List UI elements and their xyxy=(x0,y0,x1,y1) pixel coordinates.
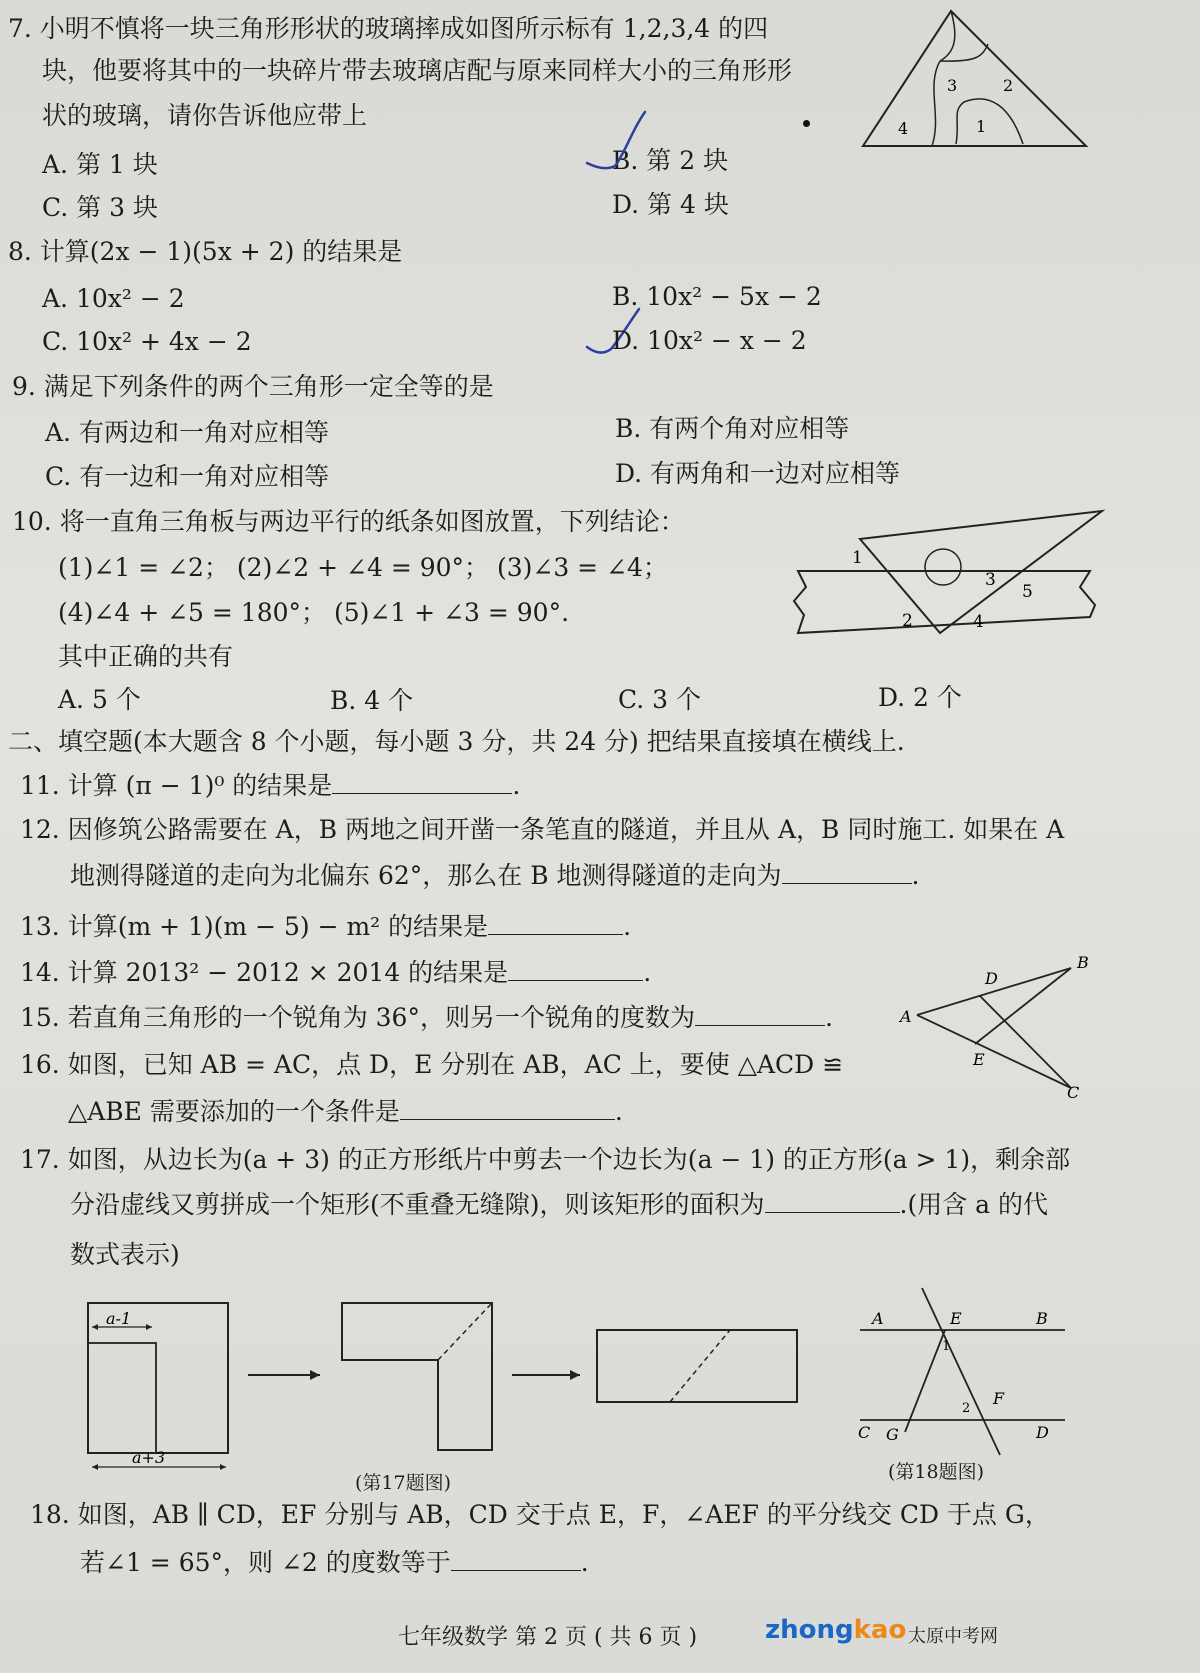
q16-answer-blank[interactable] xyxy=(400,1097,615,1120)
q9-option-d: D. 有两角和一边对应相等 xyxy=(615,459,901,488)
q17-label-a-minus-1: a-1 xyxy=(106,1309,132,1328)
q10-option-b: B. 4 个 xyxy=(330,686,414,715)
q16-label-a: A xyxy=(900,1007,912,1026)
q10-option-d: D. 2 个 xyxy=(878,683,962,712)
q9-option-c: C. 有一边和一角对应相等 xyxy=(45,462,330,491)
q8-option-b: B. 10x² − 5x − 2 xyxy=(612,282,822,311)
q7-stem-line2: 块，他要将其中的一块碎片带去玻璃店配与原来同样大小的三角形形 xyxy=(42,56,793,85)
q15-answer-blank[interactable] xyxy=(695,1003,825,1026)
logo-part-zhong: zhong xyxy=(765,1615,854,1645)
q7-stem-line3: 状的玻璃，请你告诉他应带上 xyxy=(42,101,368,130)
q18-label-e: E xyxy=(950,1309,962,1328)
q16-line1: 16. 如图，已知 AB = AC，点 D，E 分别在 AB，AC 上，要使 △ACD ≌ xyxy=(20,1050,844,1079)
q16-line2 xyxy=(68,1097,623,1127)
q16-stem: △ABE 需要添加的一个条件是 xyxy=(68,1097,400,1126)
q16-label-e: E xyxy=(973,1050,985,1069)
q14-period: . xyxy=(643,958,652,987)
q14-answer-blank[interactable] xyxy=(508,958,643,981)
q7-check-mark xyxy=(585,108,655,178)
q10-line1: (1)∠1 = ∠2； (2)∠2 + ∠4 = 90°； (3)∠3 = ∠4； xyxy=(58,553,668,582)
q17-figure xyxy=(80,1285,840,1490)
q7-stem-line1: 7. 小明不慎将一块三角形形状的玻璃摔成如图所示标有 1,2,3,4 的四 xyxy=(8,14,769,43)
q10-figure xyxy=(790,505,1110,645)
q13-text xyxy=(20,912,631,942)
q18-label-c: C xyxy=(858,1423,871,1442)
q17-line2 xyxy=(70,1190,1048,1220)
q17-caption: (第17题图) xyxy=(355,1472,452,1494)
q16-label-c: C xyxy=(1067,1083,1080,1100)
q7-label-2: 2 xyxy=(1003,76,1014,95)
q7-option-b: B. 第 2 块 xyxy=(612,146,729,175)
q18-period: . xyxy=(580,1548,589,1577)
q14-text xyxy=(20,958,651,988)
q10-label-1: 1 xyxy=(852,548,863,568)
q11-period: . xyxy=(512,771,521,800)
q18-label-1: 1 xyxy=(942,1339,951,1354)
q9-stem: 9. 满足下列条件的两个三角形一定全等的是 xyxy=(12,372,494,401)
site-logo xyxy=(765,1615,906,1645)
q14-stem: 14. 计算 2013² − 2012 × 2014 的结果是 xyxy=(20,958,509,987)
q8-option-d: D. 10x² − x − 2 xyxy=(612,326,807,355)
q18-label-d: D xyxy=(1036,1423,1049,1442)
q7-option-a: A. 第 1 块 xyxy=(42,150,158,179)
q18-label-a: A xyxy=(872,1309,884,1328)
q15-text xyxy=(20,1003,833,1033)
q18-caption: (第18题图) xyxy=(888,1461,985,1483)
q10-option-a: A. 5 个 xyxy=(58,685,141,714)
q17-answer-blank[interactable] xyxy=(765,1190,900,1213)
q10-label-3: 3 xyxy=(985,570,996,590)
q18-label-2: 2 xyxy=(962,1401,971,1416)
q16-label-d: D xyxy=(985,969,998,988)
q17-stem: 分沿虚线又剪拼成一个矩形(不重叠无缝隙)，则该矩形的面积为 xyxy=(70,1190,765,1219)
q11-text xyxy=(20,771,520,801)
q13-stem: 13. 计算(m + 1)(m − 5) − m² 的结果是 xyxy=(20,912,489,941)
q18-figure xyxy=(850,1280,1080,1460)
q7-option-d: D. 第 4 块 xyxy=(612,190,729,219)
site-logo-cn: 太原中考网 xyxy=(908,1626,998,1647)
section-2-heading: 二、填空题(本大题含 8 个小题，每小题 3 分，共 24 分) 把结果直接填在横线上. xyxy=(8,727,905,756)
q10-stem: 10. 将一直角三角板与两边平行的纸条如图放置，下列结论： xyxy=(12,507,685,536)
q18-line1: 18. 如图，AB ∥ CD，EF 分别与 AB，CD 交于点 E，F，∠AEF 的平分线交 CD 于点 G， xyxy=(30,1500,1050,1529)
q15-period: . xyxy=(824,1003,833,1032)
q17-line1: 17. 如图，从边长为(a + 3) 的正方形纸片中剪去一个边长为(a − 1) 的正方形(a > 1)，剩余部 xyxy=(20,1145,1071,1174)
q16-figure xyxy=(895,950,1095,1100)
q8-option-a: A. 10x² − 2 xyxy=(42,284,185,313)
q10-option-c: C. 3 个 xyxy=(618,685,701,714)
q15-stem: 15. 若直角三角形的一个锐角为 36°，则另一个锐角的度数为 xyxy=(20,1003,695,1032)
q18-stem: 若∠1 = 65°，则 ∠2 的度数等于 xyxy=(80,1548,451,1577)
q7-option-c: C. 第 3 块 xyxy=(42,193,158,222)
q10-label-4: 4 xyxy=(973,612,984,632)
q12-stem: 地测得隧道的走向为北偏东 62°，那么在 B 地测得隧道的走向为 xyxy=(70,861,782,890)
q7-label-4: 4 xyxy=(898,119,909,138)
q12-line2 xyxy=(70,861,919,891)
q16-period: . xyxy=(614,1097,623,1126)
q18-label-g: G xyxy=(886,1425,899,1444)
logo-part-kao: kao xyxy=(853,1615,907,1645)
q10-line2: (4)∠4 + ∠5 = 180°； (5)∠1 + ∠3 = 90°. xyxy=(58,598,570,627)
footer-page-text: 七年级数学 第 2 页 ( 共 6 页 ) xyxy=(398,1625,698,1650)
ink-dot xyxy=(803,120,810,127)
q10-label-2: 2 xyxy=(902,611,913,631)
q10-label-5: 5 xyxy=(1022,582,1033,602)
q13-answer-blank[interactable] xyxy=(488,912,623,935)
q17-stem-tail: .(用含 a 的代 xyxy=(899,1190,1049,1219)
q13-period: . xyxy=(623,912,632,941)
q7-label-3: 3 xyxy=(947,76,958,95)
q8-stem: 8. 计算(2x − 1)(5x + 2) 的结果是 xyxy=(8,237,403,266)
q18-label-b: B xyxy=(1036,1309,1048,1328)
q18-label-f: F xyxy=(993,1389,1005,1408)
q8-option-c: C. 10x² + 4x − 2 xyxy=(42,327,252,356)
q7-label-1: 1 xyxy=(976,117,987,136)
q11-answer-blank[interactable] xyxy=(332,771,512,794)
q18-line2 xyxy=(80,1548,589,1578)
q7-figure xyxy=(860,6,1100,156)
q17-label-a-plus-3: a+3 xyxy=(132,1448,166,1467)
q17-line3: 数式表示) xyxy=(70,1240,180,1269)
q18-answer-blank[interactable] xyxy=(451,1548,581,1571)
q9-option-a: A. 有两边和一角对应相等 xyxy=(45,418,329,447)
q11-stem: 11. 计算 (π − 1)⁰ 的结果是 xyxy=(20,771,333,800)
q12-line1: 12. 因修筑公路需要在 A，B 两地之间开凿一条笔直的隧道，并且从 A，B 同时施工. 如果在 A xyxy=(20,815,1065,844)
q16-label-b: B xyxy=(1077,953,1089,972)
q10-line3: 其中正确的共有 xyxy=(58,642,234,671)
q9-option-b: B. 有两个角对应相等 xyxy=(615,414,850,443)
q12-period: . xyxy=(911,861,920,890)
q12-answer-blank[interactable] xyxy=(782,861,912,884)
